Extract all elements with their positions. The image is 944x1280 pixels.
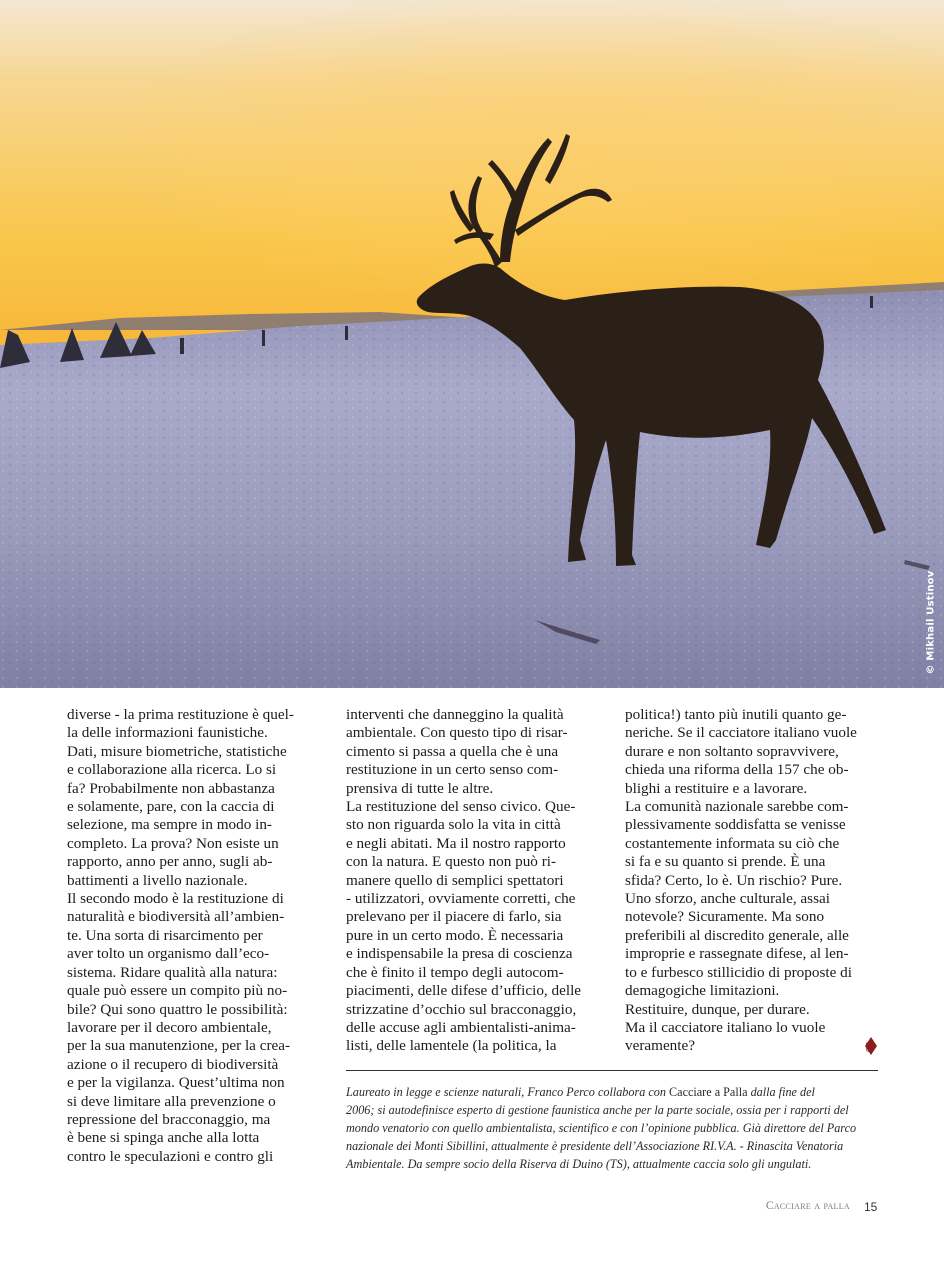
text-line: e collaborazione alla ricerca. Lo si <box>67 761 277 779</box>
text-line: Il secondo modo è la restituzione di <box>67 890 284 908</box>
text-line: ambientale. Con questo tipo di risar- <box>346 724 568 742</box>
text-line: to e furbesco stillicidio di proposte di <box>625 963 852 981</box>
text-line: politica!) tanto più inutili quanto ge- <box>625 706 847 723</box>
text-line: aver tolto un organismo dall’eco- <box>67 945 270 963</box>
text-line: Restituire, dunque, per durare. <box>625 1000 810 1018</box>
text-line: che è finito il tempo degli autocom- <box>346 963 564 981</box>
magazine-name-inline: Cacciare a Palla <box>669 1085 748 1099</box>
text-line: naturalità e biodiversità all’ambien- <box>67 908 285 926</box>
text-line: restituzione in un certo senso com- <box>346 761 559 779</box>
text-line: Dati, misure biometriche, statistiche <box>67 742 287 760</box>
text-line: durare e non soltanto sopravvivere, <box>625 742 839 760</box>
text-column-1 <box>67 706 322 1166</box>
text-line: listi, delle lamentele (la politica, la <box>346 1037 557 1055</box>
text-line: lavorare per il decoro ambientale, <box>67 1018 272 1036</box>
text-line: strizzatine d’occhio sul bracconaggio, <box>346 1000 577 1018</box>
text-line: è bene si spinga anche alla lotta <box>67 1129 260 1147</box>
text-line: costantemente informata su ciò che <box>625 834 840 852</box>
text-line: bile? Qui sono quattro le possibilità: <box>67 1000 288 1018</box>
text-line: veramente? <box>625 1037 695 1055</box>
text-line: selezione, ma sempre in modo in- <box>67 816 272 834</box>
text-line: repressione del bracconaggio, ma <box>67 1110 271 1128</box>
text-line: e per la vigilanza. Quest’ultima non <box>67 1074 285 1092</box>
bio-line: Ambientale. Da sempre socio della Riserva di Duino (TS), attualmente caccia solo gli ungulati. <box>346 1157 812 1171</box>
text-line: improprie e rassegnate difese, al len- <box>625 945 849 963</box>
bio-line-1 <box>346 1083 886 1101</box>
text-line: si deve limitare alla prevenzione o <box>67 1092 276 1110</box>
text-line: sto non riguarda solo la vita in città <box>346 816 561 834</box>
bio-line: mondo venatorio con quello ambientalista, scientifico e con l’opinione pubblica. Già direttore del Parco <box>346 1121 857 1135</box>
photo-credit <box>924 560 938 684</box>
bio-text: dalla fine del <box>747 1085 815 1099</box>
text-line: fa? Probabilmente non abbastanza <box>67 779 275 797</box>
text-line: interventi che danneggino la qualità <box>346 706 564 723</box>
text-line: chieda una riforma della 157 che ob- <box>625 761 849 779</box>
end-mark-initials: SO <box>864 1042 872 1052</box>
text-line: sistema. Ridare qualità alla natura: <box>67 963 278 981</box>
text-line: demagogiche limitazioni. <box>625 982 780 1000</box>
text-line: con la natura. E questo non può ri- <box>346 853 557 871</box>
text-line: - utilizzatori, ovviamente corretti, che <box>346 890 576 908</box>
text-line: completo. La prova? Non esiste un <box>67 834 279 852</box>
text-line: plessivamente soddisfatta se venisse <box>625 816 846 834</box>
text-column-3 <box>625 706 883 1056</box>
text-line: prelevano per il piacere di farlo, sia <box>346 908 562 926</box>
text-line: la delle informazioni faunistiche. <box>67 724 268 742</box>
text-line: contro le speculazioni e contro gli <box>67 1147 274 1165</box>
text-line: te. Una sorta di risarcimento per <box>67 926 263 944</box>
text-line: pure in un certo modo. È necessaria <box>346 926 564 944</box>
text-line: si fa e su quanto si prende. È una <box>625 853 826 871</box>
text-line: La comunità nazionale sarebbe com- <box>625 798 849 816</box>
text-line: rapporto, anno per anno, sugli ab- <box>67 853 273 871</box>
author-bio <box>346 1083 886 1173</box>
text-line: piacimenti, delle difese d’ufficio, delle <box>346 982 582 1000</box>
text-line: e solamente, pare, con la caccia di <box>67 798 275 816</box>
text-line: neriche. Se il cacciatore italiano vuole <box>625 724 857 742</box>
bio-divider <box>346 1070 878 1071</box>
text-line: e indispensabile la presa di coscienza <box>346 945 573 963</box>
text-column-2 <box>346 706 601 1056</box>
text-line: per la sua manutenzione, per la crea- <box>67 1037 291 1055</box>
bio-line: nazionale dei Monti Sibillini, attualmente è presidente dell’Associazione RI.V.A. - Rinascita Venatoria <box>346 1139 844 1153</box>
text-line: azione o il recupero di biodiversità <box>67 1055 279 1073</box>
text-line: e negli abitati. Ma il nostro rapporto <box>346 834 566 852</box>
text-line: blighi a restituire e a lavorare. <box>625 779 808 797</box>
photo-credit-text: © Mikhail Ustinov <box>925 570 937 674</box>
bio-text: Laureato in legge e scienze naturali, Franco Perco collabora con <box>346 1085 670 1099</box>
text-line: Ma il cacciatore italiano lo vuole <box>625 1018 826 1036</box>
text-line: cimento si passa a quella che è una <box>346 742 559 760</box>
text-line: notevole? Sicuramente. Ma sono <box>625 908 825 926</box>
page-number: 15 <box>864 1200 878 1214</box>
text-line: manere quello di semplici spettatori <box>346 871 564 889</box>
text-line: diverse - la prima restituzione è quel- <box>67 706 294 723</box>
text-line: prensiva di tutte le altre. <box>346 779 494 797</box>
bio-line: 2006; si autodefinisce esperto di gestione faunistica anche per la parte sociale, ossia per i rapporti del <box>346 1103 849 1117</box>
text-line: sfida? Certo, lo è. Un rischio? Pure. <box>625 871 843 889</box>
text-line: delle accuse agli ambientalisti-anima- <box>346 1018 576 1036</box>
text-line: preferibili al discredito generale, alle <box>625 926 849 944</box>
text-line: quale può essere un compito più no- <box>67 982 288 1000</box>
text-line: battimenti a livello nazionale. <box>67 871 248 889</box>
footer-magazine-name: Cacciare a palla <box>765 1200 850 1212</box>
text-line: La restituzione del senso civico. Que- <box>346 798 576 816</box>
text-line: Uno sforzo, anche culturale, assai <box>625 890 830 908</box>
